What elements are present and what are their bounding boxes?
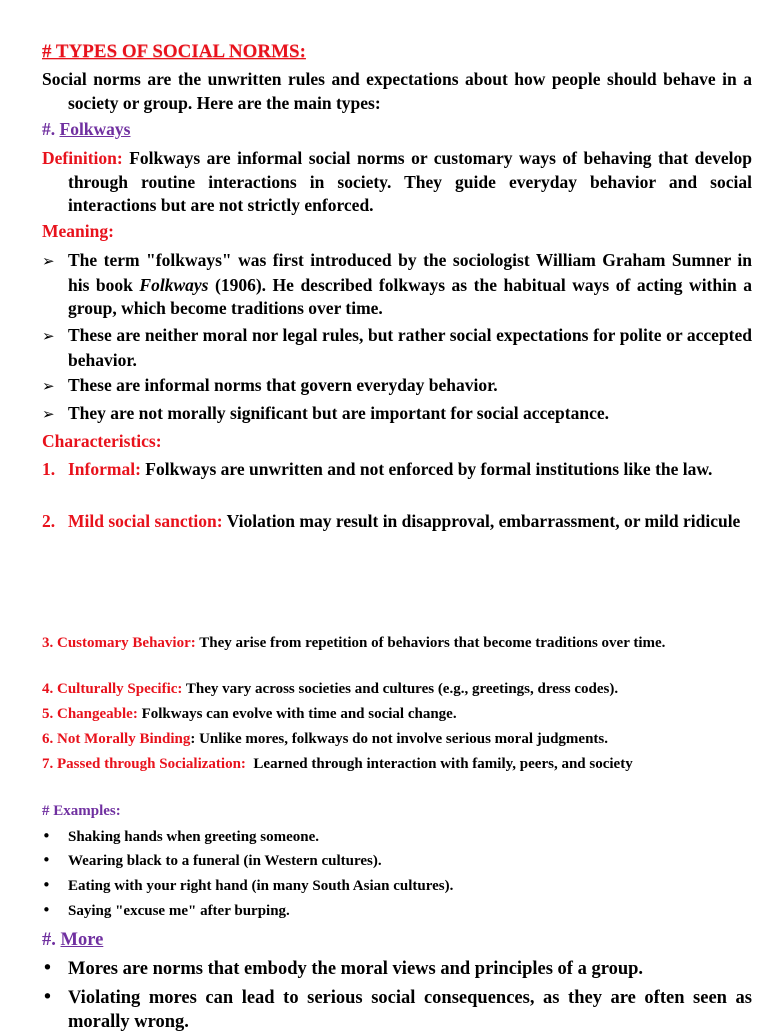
bullet-icon: • (42, 827, 51, 845)
meaning-item: ➢ These are neither moral nor legal rules, but rather social expectations for polite or accepted behavior. (42, 325, 752, 370)
folkways-hash: #. (42, 119, 56, 139)
bullet-icon: • (42, 876, 51, 894)
example-item: • Shaking hands when greeting someone. (42, 827, 320, 845)
characteristic-item: 3. Customary Behavior: They arise from repetition of behaviors that become traditions over time. (42, 635, 666, 651)
arrowhead-bullet-icon: ➢ (42, 405, 55, 423)
page-title: # TYPES OF SOCIAL NORMS: (42, 41, 306, 62)
intro-paragraph: Social norms are the unwritten rules and expectations about how people should behave in a society or group. Here are the main types: (42, 69, 752, 113)
characteristic-item: 5. Changeable: Folkways can evolve with time and social change. (42, 706, 457, 722)
characteristics-label: Characteristics: (42, 431, 162, 451)
mores-heading (42, 928, 726, 952)
meaning-label: Meaning: (42, 221, 114, 241)
arrowhead-bullet-icon: ➢ (42, 252, 55, 270)
example-item: • Saying "excuse me" after burping. (42, 901, 290, 919)
mores-hash: #. (42, 930, 56, 950)
example-item: • Eating with your right hand (in many South Asian cultures). (42, 876, 454, 894)
folkways-heading (42, 118, 726, 142)
definition-label: Definition: (42, 148, 123, 168)
mores-point: • Mores are norms that embody the moral views and principles of a group. (42, 958, 644, 979)
characteristic-item: 4. Culturally Specific: They vary across societies and cultures (e.g., greetings, dress codes). (42, 681, 619, 697)
example-item: • Wearing black to a funeral (in Western cultures). (42, 851, 382, 869)
bullet-icon: • (42, 958, 53, 979)
meaning-item: ➢ They are not morally significant but are important for social acceptance. (42, 402, 752, 427)
folkways-heading-text: Folkways (59, 119, 131, 139)
bullet-icon: • (42, 851, 51, 869)
arrowhead-bullet-icon: ➢ (42, 327, 55, 345)
meaning-item: ➢ The term "folkways" was first introduced by the sociologist William Graham Sumner in his book Folkways (1906). He described folkways as the habitual ways of acting within a group, which become traditions over time. (42, 250, 752, 318)
characteristic-item: 2. Mild social sanction: Violation may result in disapproval, embarrassment, or mild ridicule (42, 511, 741, 531)
bullet-icon: • (42, 987, 53, 1008)
mores-point: • Violating mores can lead to serious social consequences, as they are often seen as morally wrong. (42, 987, 752, 1032)
definition-text: Folkways are informal social norms or customary ways of behaving that develop through routine interactions in society. They guide everyday behavior and social interactions but are not strictly enforced. (68, 148, 753, 215)
characteristic-item: 7. Passed through Socialization: Learned through interaction with family, peers, and society (42, 756, 633, 772)
mores-heading-text: More (60, 930, 104, 950)
definition-paragraph (42, 147, 752, 218)
folkways-book-title: Folkways (139, 274, 209, 295)
arrowhead-bullet-icon: ➢ (42, 377, 55, 395)
characteristic-item: 1. Informal: Folkways are unwritten and not enforced by formal institutions like the law. (42, 459, 713, 479)
examples-label: # Examples: (42, 803, 121, 819)
meaning-item: ➢ These are informal norms that govern everyday behavior. (42, 374, 752, 399)
characteristic-item: 6. Not Morally Binding: Unlike mores, folkways do not involve serious moral judgments. (42, 731, 609, 747)
bullet-icon: • (42, 901, 51, 919)
